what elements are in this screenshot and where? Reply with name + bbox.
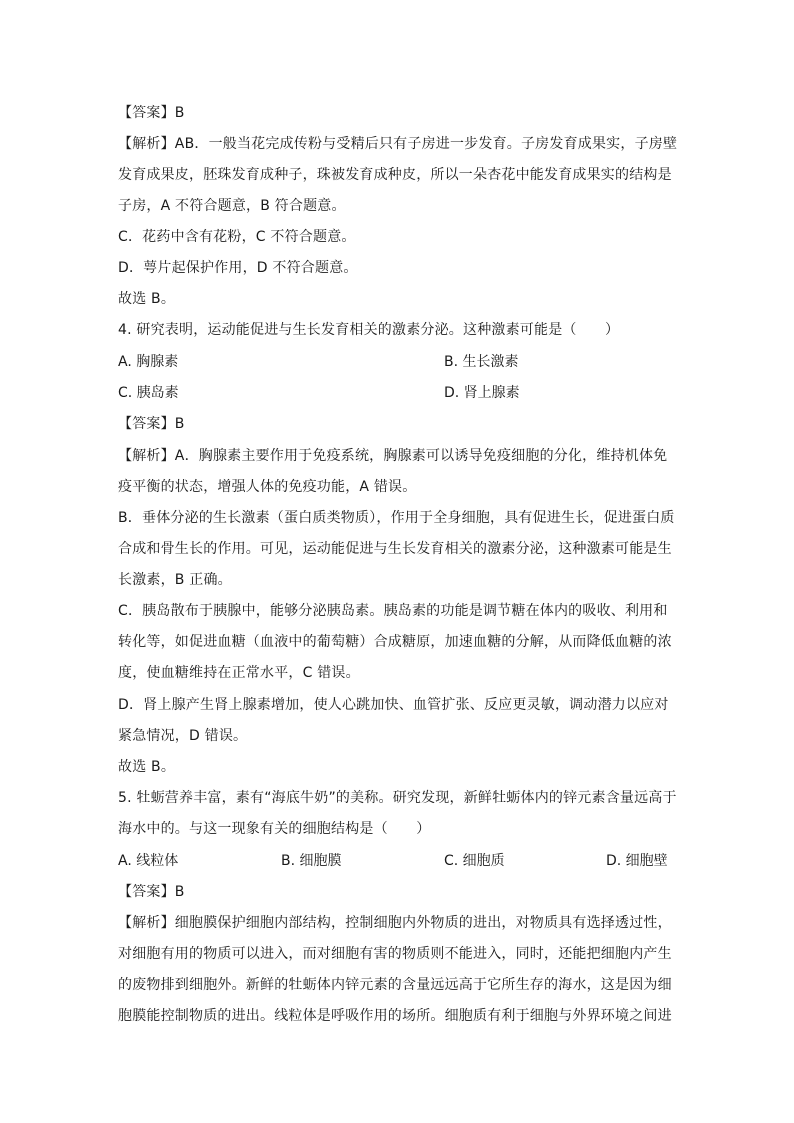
analysis-line: 长激素，B 正确。 bbox=[118, 572, 232, 588]
analysis-line: 转化等，如促进血糖（血液中的葡萄糖）合成糖原，加速血糖的分解，从而降低血糖的浓 bbox=[118, 634, 672, 650]
conclusion-line: 故选 B。 bbox=[118, 291, 176, 307]
question-4-stem: 4. 研究表明，运动能促进与生长发育相关的激素分泌。这种激素可能是（ ） bbox=[118, 322, 620, 338]
q5-option-a: A. 线粒体 bbox=[118, 853, 179, 869]
analysis-line: 对细胞有用的物质可以进入，而对细胞有害的物质则不能进入，同时，还能把细胞内产生 bbox=[118, 946, 672, 962]
analysis-line: 紧急情况，D 错误。 bbox=[118, 728, 248, 744]
analysis-line: 子房，A 不符合题意，B 符合题意。 bbox=[118, 198, 346, 214]
analysis-line: C．花药中含有花粉，C 不符合题意。 bbox=[118, 229, 356, 245]
analysis-line: 发育成果皮，胚珠发育成种子，珠被发育成种皮，所以一朵杏花中能发育成果实的结构是 bbox=[118, 167, 672, 183]
answer-label-q3: 【答案】B bbox=[118, 105, 185, 121]
analysis-line: B．垂体分泌的生长激素（蛋白质类物质），作用于全身细胞，具有促进生长，促进蛋白质 bbox=[118, 510, 675, 526]
answer-label-q5: 【答案】B bbox=[118, 884, 185, 900]
question-5-stem: 海水中的。与这一现象有关的细胞结构是（ ） bbox=[118, 821, 431, 837]
analysis-line: D．肾上腺产生肾上腺素增加，使人心跳加快、血管扩张、反应更灵敏，调动潜力以应对 bbox=[118, 697, 669, 713]
conclusion-line: 故选 B。 bbox=[118, 759, 176, 775]
q4-option-a: A. 胸腺素 bbox=[118, 354, 179, 370]
analysis-line: C．胰岛散布于胰腺中，能够分泌胰岛素。胰岛素的功能是调节糖在体内的吸收、利用和 bbox=[118, 603, 668, 619]
q5-option-b: B. 细胞膜 bbox=[281, 853, 342, 869]
question-5-stem: 5. 牡蛎营养丰富，素有“海底牛奶”的美称。研究发现，新鲜牡蛎体内的锌元素含量远高于 bbox=[118, 790, 677, 806]
q5-option-d: D. 细胞壁 bbox=[606, 853, 668, 869]
analysis-line: 的废物排到细胞外。新鲜的牡蛎体内锌元素的含量远远高于它所生存的海水，这是因为细 bbox=[118, 977, 672, 993]
analysis-line: 【解析】AB．一般当花完成传粉与受精后只有子房进一步发育。子房发育成果实，子房壁 bbox=[118, 136, 678, 152]
q4-option-c: C. 胰岛素 bbox=[118, 385, 179, 401]
q5-option-c: C. 细胞质 bbox=[444, 853, 505, 869]
analysis-line: 胞膜能控制物质的进出。线粒体是呼吸作用的场所。细胞质有利于细胞与外界环境之间进 bbox=[118, 1008, 672, 1024]
analysis-line: 【解析】细胞膜保护细胞内部结构，控制细胞内外物质的进出，对物质具有选择透过性， bbox=[118, 915, 672, 931]
analysis-line: 【解析】A．胸腺素主要作用于免疫系统，胸腺素可以诱导免疫细胞的分化，维持机体免 bbox=[118, 448, 668, 464]
q4-option-d: D. 肾上腺素 bbox=[444, 385, 520, 401]
analysis-line: D．萼片起保护作用，D 不符合题意。 bbox=[118, 260, 358, 276]
analysis-line: 合成和骨生长的作用。可见，运动能促进与生长发育相关的激素分泌，这种激素可能是生 bbox=[118, 541, 672, 557]
analysis-line: 度，使血糖维持在正常水平，C 错误。 bbox=[118, 665, 360, 681]
q4-option-b: B. 生长激素 bbox=[444, 354, 519, 370]
analysis-line: 疫平衡的状态，增强人体的免疫功能，A 错误。 bbox=[118, 479, 417, 495]
answer-label-q4: 【答案】B bbox=[118, 416, 185, 432]
